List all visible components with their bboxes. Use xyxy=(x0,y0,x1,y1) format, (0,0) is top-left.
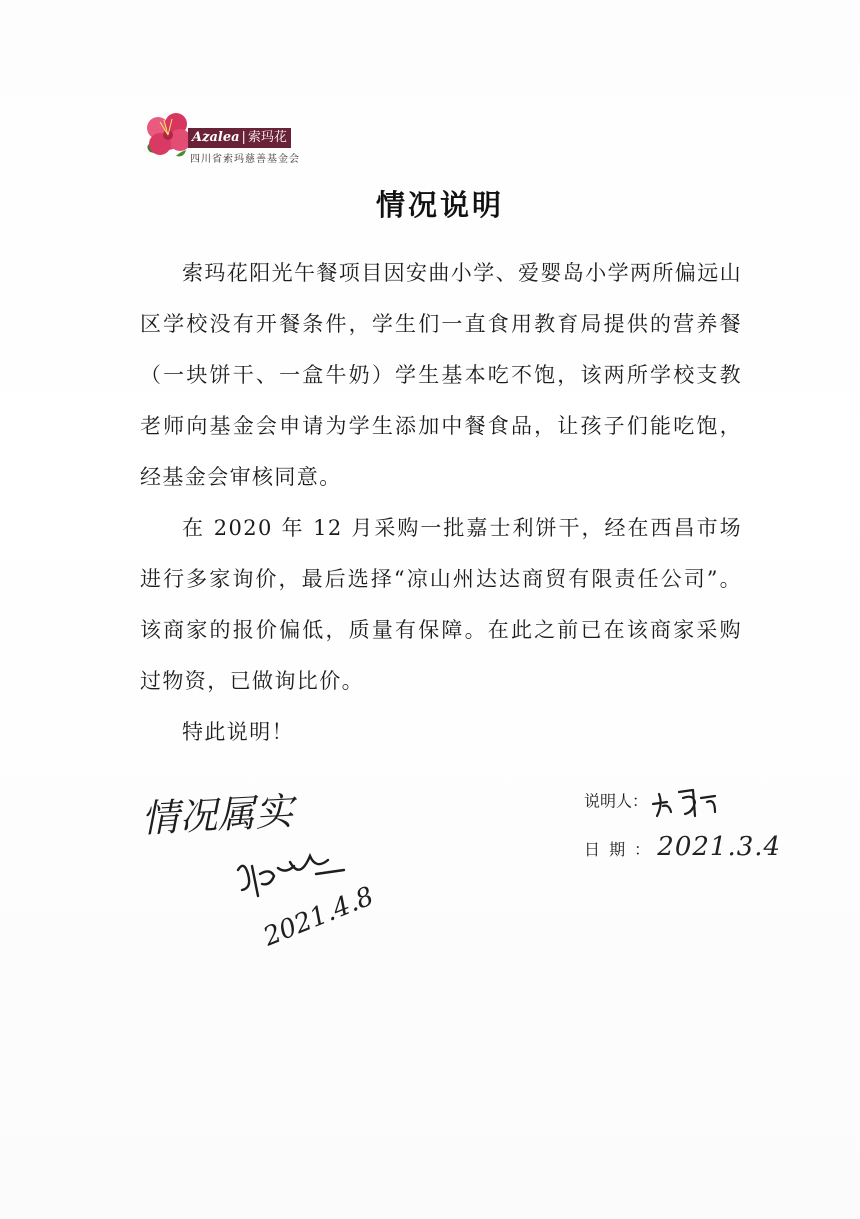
paragraph-2: 在 2020 年 12 月采购一批嘉士利饼干，经在西昌市场进行多家询价，最后选择“凉山州达达商贸有限责任公司”。该商家的报价偏低，质量有保障。在此之前已在该商家采购过物资，已做询比价。 xyxy=(140,516,742,693)
document-title: 情况说明 xyxy=(375,188,504,222)
logo-brand-bar: Azalea | 索玛花 xyxy=(188,128,291,148)
foundation-logo xyxy=(140,108,310,168)
signature-date: 2021.3.4 xyxy=(657,832,782,862)
explainer-label: 说明人： xyxy=(584,791,649,811)
handwritten-note-date: 2021.4.8 xyxy=(259,881,378,953)
paragraph-1: 索玛花阳光午餐项目因安曲小学、爱婴岛小学两所偏远山区学校没有开餐条件，学生们一直食用教育局提供的营养餐（一块饼干、一盒牛奶）学生基本吃不饱，该两所学校支教老师向基金会申请为学生添加中餐食品，让孩子们能吃饱，经基金会审核同意。 xyxy=(140,261,742,489)
paragraph-3: 特此说明！ xyxy=(182,720,294,744)
handwritten-approval xyxy=(140,770,400,970)
explainer-line xyxy=(584,784,739,820)
handwritten-note-text: 情况属实 xyxy=(140,789,295,841)
logo-org-name: 四川省索玛慈善基金会 xyxy=(190,154,300,165)
explainer-signature xyxy=(649,784,739,820)
logo-brand-en: Azalea xyxy=(192,130,240,145)
date-label: 日 期 ： xyxy=(584,840,653,859)
date-line xyxy=(584,832,781,862)
document-body xyxy=(140,248,742,758)
logo-brand-cn: 索玛花 xyxy=(247,130,287,145)
approver-signature xyxy=(238,856,344,896)
